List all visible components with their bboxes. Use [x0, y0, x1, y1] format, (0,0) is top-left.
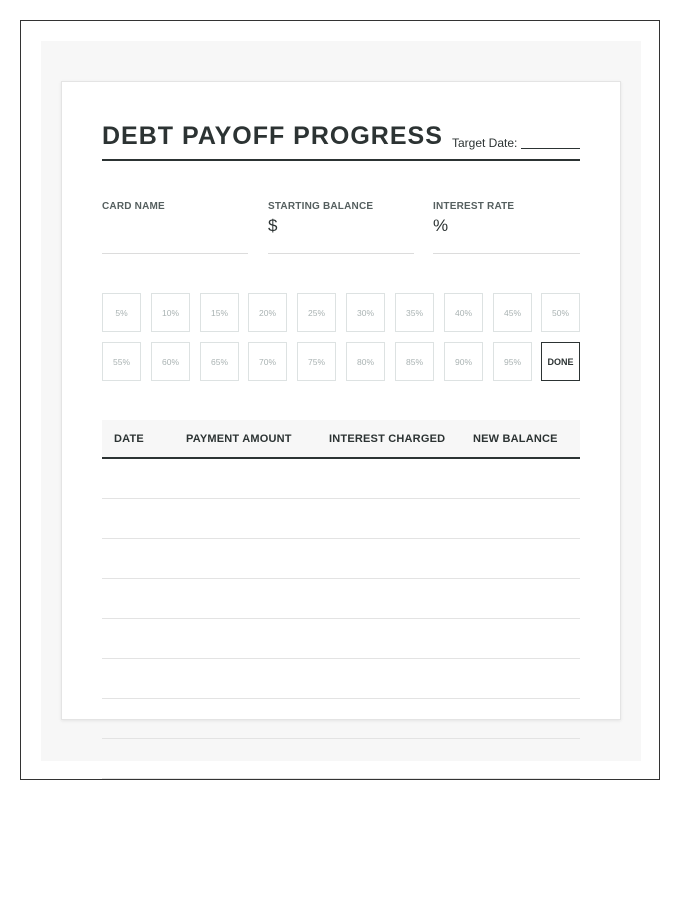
progress-box-55[interactable]: 55%: [102, 342, 141, 381]
table-row[interactable]: [102, 778, 580, 779]
table-row[interactable]: [102, 658, 580, 659]
progress-box-90[interactable]: 90%: [444, 342, 483, 381]
table-row[interactable]: [102, 698, 580, 699]
page-title: DEBT PAYOFF PROGRESS: [102, 122, 443, 150]
target-date: [452, 136, 580, 150]
table-row[interactable]: [102, 498, 580, 499]
column-header-date: DATE: [114, 433, 144, 445]
progress-box-45[interactable]: 45%: [493, 293, 532, 332]
progress-box-5[interactable]: 5%: [102, 293, 141, 332]
target-date-blank[interactable]: [521, 148, 580, 149]
table-row[interactable]: [102, 578, 580, 579]
title-divider: [102, 159, 580, 161]
column-header-payment-amount: PAYMENT AMOUNT: [186, 433, 292, 445]
table-row[interactable]: [102, 538, 580, 539]
column-header-new-balance: NEW BALANCE: [473, 433, 558, 445]
starting-balance-label: STARTING BALANCE: [268, 201, 374, 212]
dollar-symbol: $: [268, 216, 278, 235]
table-row[interactable]: [102, 618, 580, 619]
progress-box-30[interactable]: 30%: [346, 293, 385, 332]
progress-box-25[interactable]: 25%: [297, 293, 336, 332]
worksheet-card: [61, 81, 621, 720]
progress-box-80[interactable]: 80%: [346, 342, 385, 381]
progress-box-done[interactable]: DONE: [541, 342, 580, 381]
table-header-rule: [102, 457, 580, 459]
progress-box-40[interactable]: 40%: [444, 293, 483, 332]
progress-box-35[interactable]: 35%: [395, 293, 434, 332]
percent-symbol: %: [433, 216, 449, 235]
progress-box-20[interactable]: 20%: [248, 293, 287, 332]
progress-box-85[interactable]: 85%: [395, 342, 434, 381]
column-header-interest-charged: INTEREST CHARGED: [329, 433, 446, 445]
progress-box-50[interactable]: 50%: [541, 293, 580, 332]
progress-box-70[interactable]: 70%: [248, 342, 287, 381]
progress-box-10[interactable]: 10%: [151, 293, 190, 332]
starting-balance-field[interactable]: [268, 201, 414, 254]
progress-box-65[interactable]: 65%: [200, 342, 239, 381]
card-name-field[interactable]: [102, 201, 248, 254]
card-name-label: CARD NAME: [102, 201, 165, 212]
interest-rate-label: INTEREST RATE: [433, 201, 515, 212]
progress-box-75[interactable]: 75%: [297, 342, 336, 381]
progress-box-95[interactable]: 95%: [493, 342, 532, 381]
table-row[interactable]: [102, 738, 580, 739]
progress-box-15[interactable]: 15%: [200, 293, 239, 332]
interest-rate-field[interactable]: [433, 201, 580, 254]
progress-box-60[interactable]: 60%: [151, 342, 190, 381]
target-date-label: Target Date:: [452, 136, 518, 150]
